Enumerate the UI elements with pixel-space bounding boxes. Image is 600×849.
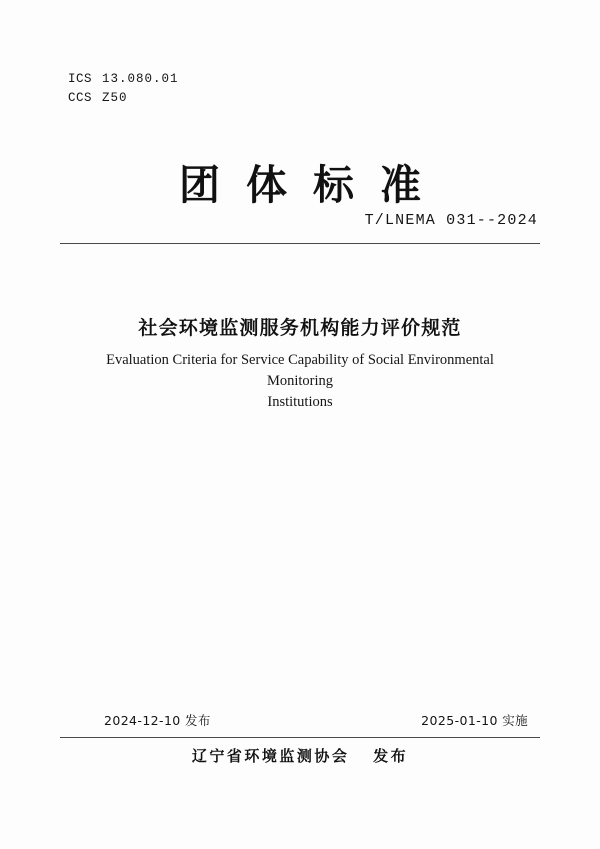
document-title-english: [84, 350, 516, 413]
issue-date: 2024-12-10 发布: [104, 713, 211, 728]
document-title-english-line1: Evaluation Criteria for Service Capability of Social Environmental Monitoring: [106, 352, 494, 389]
ics-label: ICS: [68, 72, 93, 86]
classification-codes: [68, 70, 179, 108]
horizontal-rule-bottom: [60, 737, 540, 738]
document-title-english-line2: Institutions: [267, 394, 333, 410]
ics-code-row: [68, 70, 179, 89]
publisher-line: [0, 745, 600, 766]
publisher-name: 辽宁省环境监测协会: [191, 747, 350, 765]
publisher-verb: 发布: [373, 747, 409, 765]
ics-value: 13.080.01: [102, 72, 179, 86]
horizontal-rule-top: [60, 243, 540, 244]
standard-number: T/LNEMA 031--2024: [364, 212, 538, 229]
ccs-value: Z50: [102, 91, 128, 105]
ccs-label: CCS: [68, 91, 93, 105]
ccs-code-row: [68, 89, 179, 108]
effective-date: 2025-01-10 实施: [421, 713, 528, 728]
document-title-chinese: 社会环境监测服务机构能力评价规范: [138, 317, 462, 339]
standard-type-title: 团体标准: [179, 161, 447, 209]
